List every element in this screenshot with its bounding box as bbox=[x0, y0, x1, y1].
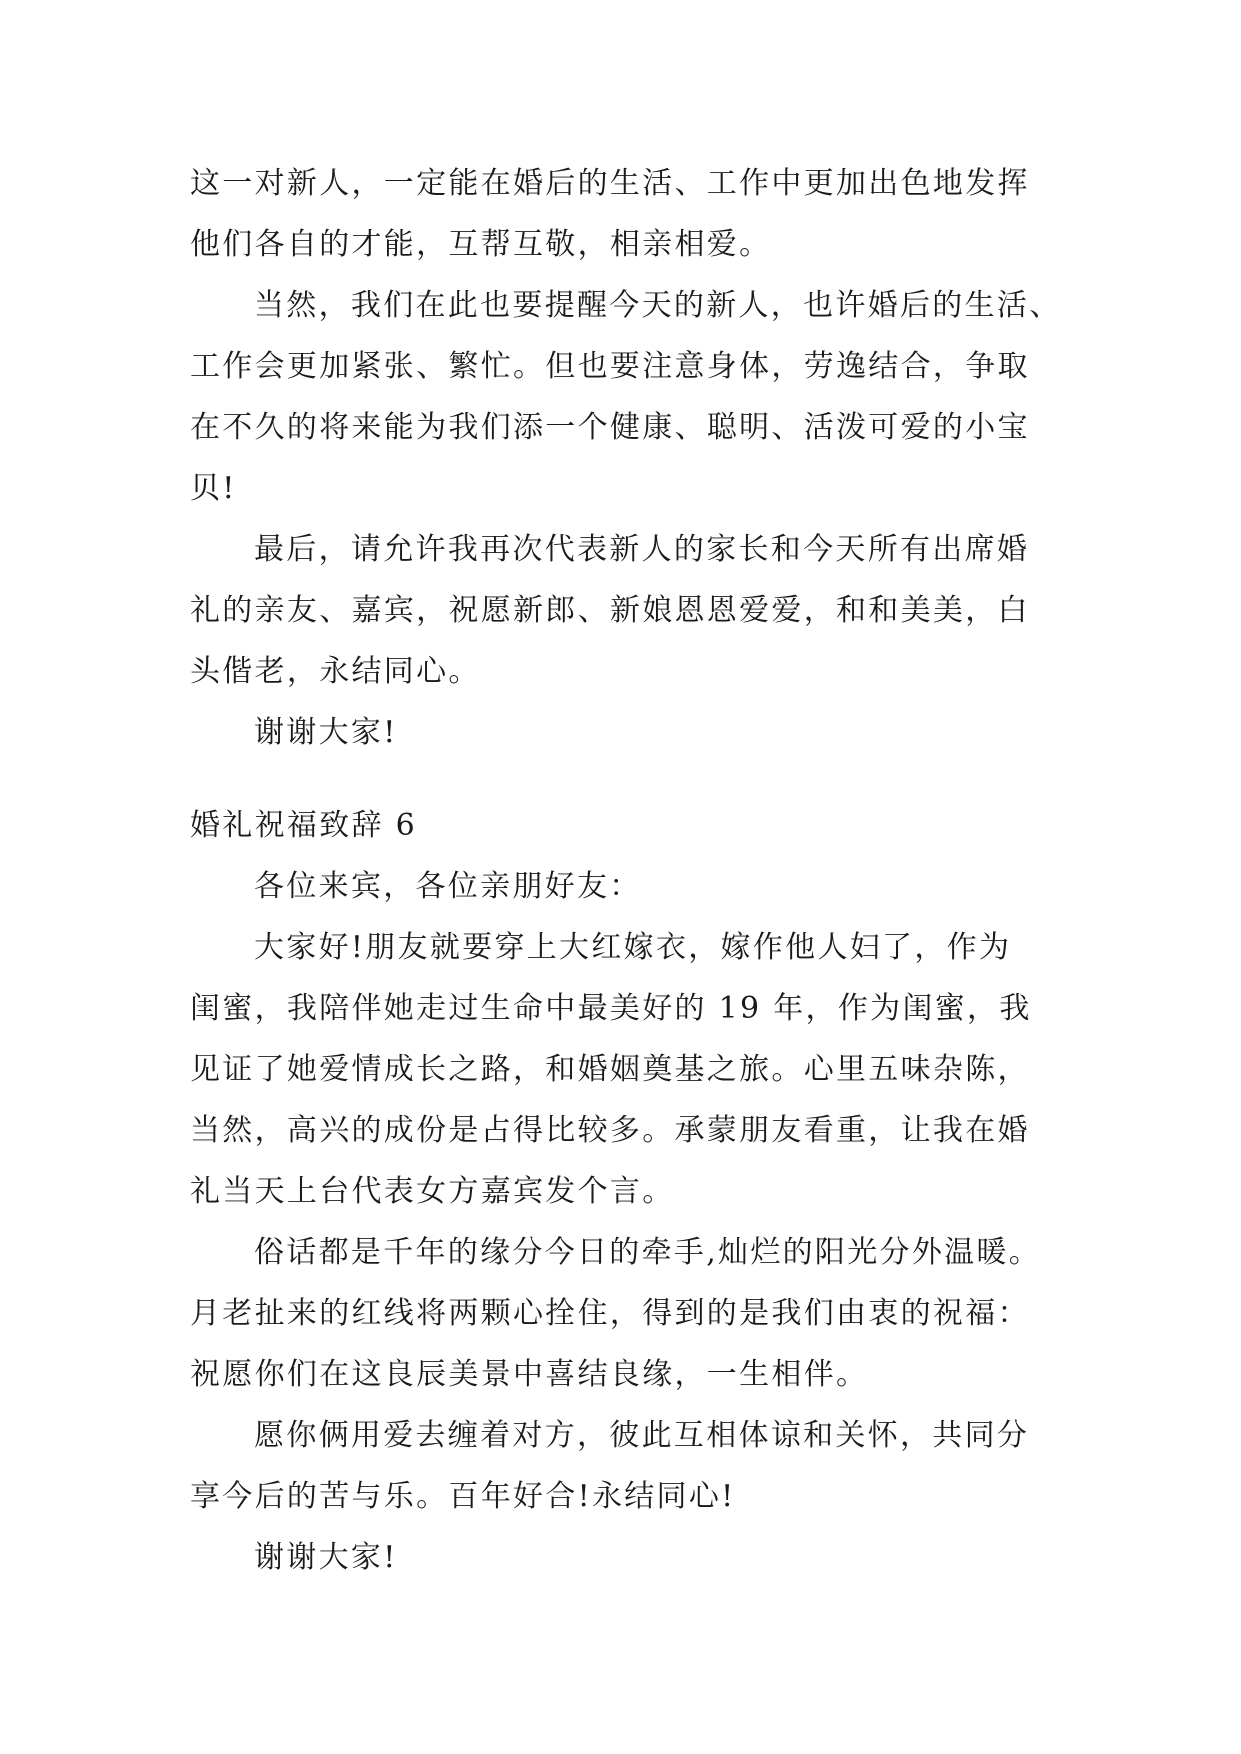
paragraph-line: 享今后的苦与乐。百年好合!永结同心! bbox=[190, 1479, 736, 1514]
paragraph-line: 他们各自的才能，互帮互敬，相亲相爱。 bbox=[190, 227, 772, 262]
paragraph-line: 头偕老，永结同心。 bbox=[190, 654, 481, 689]
paragraph-line: 见证了她爱情成长之路，和婚姻奠基之旅。心里五味杂陈， bbox=[190, 1052, 1030, 1087]
paragraph-line: 在不久的将来能为我们添一个健康、聪明、活泼可爱的小宝 bbox=[190, 410, 1030, 445]
section-heading: 婚礼祝福致辞 6 bbox=[190, 808, 418, 843]
closing-line: 谢谢大家! bbox=[254, 1540, 398, 1575]
salutation: 各位来宾，各位亲朋好友： bbox=[254, 869, 642, 904]
paragraph-line: 愿你俩用爱去缠着对方，彼此互相体谅和关怀，共同分 bbox=[254, 1418, 1030, 1453]
closing-line: 谢谢大家! bbox=[254, 715, 398, 750]
paragraph-line: 闺蜜，我陪伴她走过生命中最美好的 19 年，作为闺蜜，我 bbox=[190, 991, 1032, 1026]
paragraph-line: 最后，请允许我再次代表新人的家长和今天所有出席婚 bbox=[254, 532, 1030, 567]
paragraph-line: 工作会更加紧张、繁忙。但也要注意身体，劳逸结合，争取 bbox=[190, 349, 1030, 384]
paragraph-line: 月老扯来的红线将两颗心拴住，得到的是我们由衷的祝福： bbox=[190, 1296, 1030, 1331]
paragraph-line: 礼当天上台代表女方嘉宾发个言。 bbox=[190, 1174, 675, 1209]
paragraph-line: 当然，我们在此也要提醒今天的新人，也许婚后的生活、 bbox=[254, 288, 1062, 323]
paragraph-line: 大家好!朋友就要穿上大红嫁衣，嫁作他人妇了，作为 bbox=[254, 930, 1012, 965]
paragraph-line: 贝! bbox=[190, 471, 237, 506]
paragraph-line: 礼的亲友、嘉宾，祝愿新郎、新娘恩恩爱爱，和和美美，白 bbox=[190, 593, 1030, 628]
paragraph-line: 当然，高兴的成份是占得比较多。承蒙朋友看重，让我在婚 bbox=[190, 1113, 1030, 1148]
paragraph-line: 这一对新人，一定能在婚后的生活、工作中更加出色地发挥 bbox=[190, 166, 1030, 201]
paragraph-line: 俗话都是千年的缘分今日的牵手,灿烂的阳光分外温暖。 bbox=[254, 1235, 1042, 1270]
paragraph-line: 祝愿你们在这良辰美景中喜结良缘，一生相伴。 bbox=[190, 1357, 869, 1392]
